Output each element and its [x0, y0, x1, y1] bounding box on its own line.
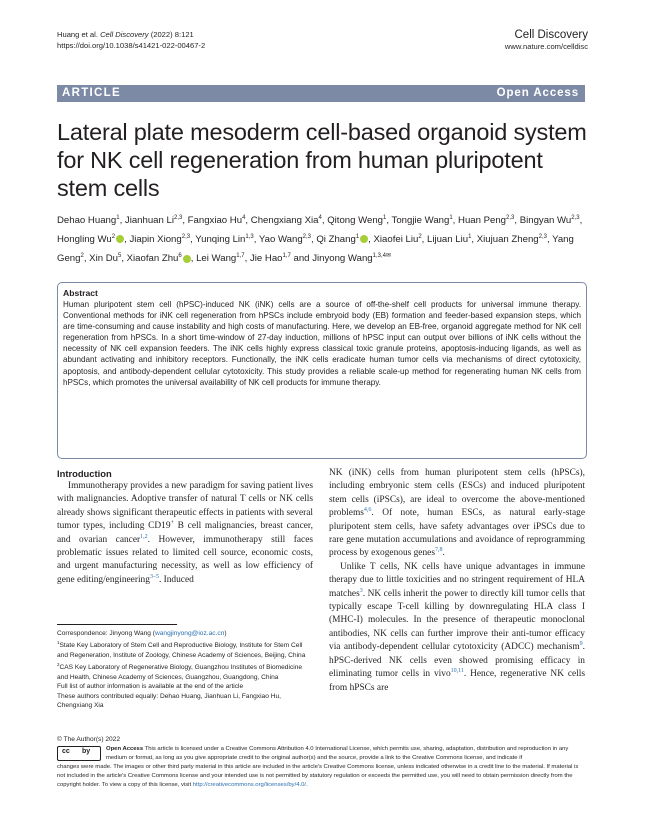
superscript-plus: +: [170, 520, 174, 527]
correspondence-end: ): [224, 630, 227, 637]
author-affiliation: 1,7: [282, 253, 291, 260]
abstract-text: Human pluripotent stem cell (hPSC)-induced NK (iNK) cells are a source of off-the-shelf cell products for universal immune therapy. Conventional methods for iNK cell regeneration from hPSCs include embryoid body (EB) formation and feeder-based expansion steps, which are time-consuming and cause instability and high costs of manufacturing. Here, we develop an EB-free, organoid aggregate method for NK cell regeneration from hPSCs. In a short time-window of 27-day induction, millions of hPSC input can output over billions of iNK cells without the necessity of NK cell expansion feeders. The iNK cells highly express classical toxic granule proteins, apoptosis-inducing ligands, as well as abundant activating and inhibitory receptors. Functionally, the iNK cells eradicate human tumor cells via mechanisms of direct cytotoxicity, apoptosis, and antibody-dependent cellular cytotoxicity. This study provides a reliable scale-up method for regenerating human NK cells from hPSCs, which promotes the universal availability of NK cell products for immune therapy.: [63, 300, 581, 387]
license-text: This article is licensed under a Creative Commons Attribution 4.0 International License, which permits use, sharing, adaptation, distribution and reproduction in any medium or format, as long as you give appropriate credit to the original author(s) and the source, provide a link to the Creative Commons license, and indicate if: [106, 746, 569, 762]
affiliation-number: 1: [57, 640, 60, 646]
full-list-note: Full list of author information is available at the end of the article: [57, 683, 244, 691]
author-affiliation: 2,3: [571, 215, 580, 221]
citation-line: [57, 29, 205, 40]
open-access-statement-continued: [57, 763, 587, 791]
article-type-label: ARTICLE: [62, 87, 121, 99]
author-name[interactable]: Huan Peng: [458, 215, 507, 227]
reference-link[interactable]: 1,2: [140, 533, 148, 540]
by-icon: by: [82, 748, 91, 755]
license-end: .: [306, 782, 308, 789]
author-affiliation: 4: [242, 215, 246, 221]
affiliation-number: 2: [57, 662, 60, 668]
author-affiliation: 1,7: [236, 253, 245, 260]
abstract-heading: Abstract: [63, 288, 98, 298]
cc-by-badge[interactable]: [57, 746, 101, 761]
author-name[interactable]: Jinyong Wang: [312, 253, 373, 265]
journal-name: Cell Discovery: [514, 29, 588, 41]
citation-journal: Cell Discovery: [100, 30, 149, 39]
open-access-label: Open Access: [496, 87, 579, 99]
author-affiliation: 5: [117, 253, 122, 260]
orcid-icon[interactable]: [360, 235, 368, 243]
author-name[interactable]: Dehao Huang: [57, 215, 117, 227]
reference-link[interactable]: 7,8: [434, 547, 443, 554]
citation-header: [57, 29, 205, 51]
reference-link[interactable]: 4,6: [363, 507, 372, 514]
intro-text: NK (iNK) cells from human pluripotent stem cells (hPSCs), including embryonic stem cells (ESCs) and induced pluripotent stem cells (iPSCs), are ideal to overcome the above-mentioned problems: [329, 468, 585, 519]
author-affiliation: 2,3: [181, 234, 191, 241]
open-access-label-inline: Open Access: [106, 746, 144, 752]
intro-paragraph-2: [329, 561, 585, 695]
author-name[interactable]: Jiapin Xiong: [129, 234, 182, 246]
footnote-rule: [57, 624, 177, 625]
correspondence-label: Correspondence: Jinyong Wang (: [57, 630, 155, 637]
body-column-left: [57, 467, 313, 587]
author-name[interactable]: Bingyan Wu: [519, 215, 572, 227]
author-affiliation: 1: [383, 215, 387, 221]
citation-prefix: Huang et al.: [57, 30, 101, 39]
reference-link[interactable]: 3–5: [149, 573, 159, 580]
license-text: changes were made. The images or other third party material in this article are included in the article's Creative Commons license, unless indicated otherwise in a credit line to the material. If material is not included in the article's Creative Commons license and your intended use is not permitted by statutory regulation or exceeds the permitted use, you will need to obtain permission directly from the copyright holder. To view a copy of this license, visit: [57, 764, 579, 789]
intro-text: Immunotherapy provides a new paradigm for saving patient lives with malignancies. Adoptive transfer of natural T cells or NK cells already shows significant therapeutic effects in patients with several tumor types, including CD19: [57, 481, 313, 532]
intro-text: . Induced: [158, 574, 194, 585]
orcid-icon[interactable]: [116, 235, 124, 243]
author-name[interactable]: Hongling Wu: [57, 234, 112, 246]
author-affiliation: 2: [111, 234, 116, 241]
intro-text: . NK cells inherit the power to directly kill tumor cells that typically escape T-cell killing by downregulating HLA class I (MHC-I) molecules. In the presence of therapeutic monoclonal antibodies, NK cells can further improve their anti-tumor efficacy via antibody-dependent cellular cytotoxicity (ADCC) mechanism: [329, 588, 585, 653]
author-affiliation: 1: [355, 234, 360, 241]
author-affiliation: 1: [449, 215, 453, 221]
author-name[interactable]: Xiaofei Liu: [373, 234, 419, 246]
intro-text: .: [442, 548, 445, 559]
correspondence-note: [57, 629, 313, 638]
body-column-right: [329, 467, 585, 695]
author-name[interactable]: Chengxiang Xia: [250, 215, 319, 227]
doi-link[interactable]: https://doi.org/10.1038/s41421-022-00467-2: [57, 41, 206, 50]
author-affiliation: 1: [116, 215, 120, 221]
license-url-link[interactable]: http://creativecommons.org/licenses/by/4.0/: [192, 782, 307, 789]
author-name[interactable]: Qi Zhang: [316, 234, 356, 246]
abstract-box: [57, 282, 587, 459]
author-affiliation: 1: [468, 234, 472, 241]
author-name[interactable]: Xiaofan Zhu: [126, 253, 179, 265]
intro-text: . Hence, regenerative NK cells from hPSCs are: [329, 669, 585, 693]
author-affiliation: 2: [418, 234, 422, 241]
author-affiliation: 6: [178, 253, 182, 260]
intro-text: B cell malignancies, breast cancer, and ovarian cancer: [57, 521, 313, 545]
author-name[interactable]: Fangxiao Hu: [187, 215, 243, 227]
author-affiliation: 4: [318, 215, 322, 221]
affiliation-2: [57, 660, 313, 682]
author-affiliation: 2,3: [173, 215, 183, 221]
author-name[interactable]: Lei Wang: [196, 253, 237, 265]
author-affiliation: 2: [80, 253, 84, 260]
intro-text: . Of note, human ESCs, as natural early-stage pluripotent stem cells, have safety advantages over iPSCs due to rare gene mutation accumulations and avoidance of reprogramming process by exogenous genes: [329, 508, 585, 559]
author-affiliation: 2,3: [538, 234, 547, 241]
intro-paragraph-1: [57, 480, 313, 587]
author-name[interactable]: Tongjie Wang: [391, 215, 450, 227]
author-name[interactable]: Qitong Weng: [327, 215, 384, 227]
affiliation-text: CAS Key Laboratory of Regenerative Biology, Guangzhou Institutes of Biomedicine and Health, Chinese Academy of Sciences, Guangzhou, Guangdong, China: [57, 664, 303, 681]
author-name[interactable]: Yao Wang: [258, 234, 303, 246]
author-name[interactable]: Lijuan Liu: [427, 234, 469, 246]
reference-link[interactable]: 9: [579, 641, 583, 648]
author-name[interactable]: Jie Hao: [249, 253, 283, 265]
author-name[interactable]: Yunqing Lin: [195, 234, 246, 246]
author-name[interactable]: Xin Du: [89, 253, 118, 265]
intro-text: Unlike T cells, NK cells have unique advantages in immune therapy due to little toxicities and no stringent requirement of HLA matches: [329, 561, 585, 599]
intro-text: . hPSC-derived NK cells even showed promising efficacy in eliminating tumor cells in vivo: [329, 642, 585, 680]
author-affiliation: 1,3: [245, 234, 254, 241]
orcid-icon[interactable]: [183, 255, 191, 263]
citation-suffix: (2022) 8:121: [148, 30, 194, 39]
copyright-line: © The Author(s) 2022: [57, 736, 121, 743]
footnotes: [57, 629, 313, 711]
author-affiliation: 1,3,4✉: [372, 253, 392, 260]
author-name[interactable]: Yang Geng: [57, 234, 574, 265]
author-affiliation: 2,3: [506, 215, 515, 221]
reference-link[interactable]: 3: [359, 587, 363, 594]
intro-paragraph-1-continued: [329, 467, 585, 561]
section-heading-introduction: Introduction: [57, 468, 112, 479]
author-name[interactable]: Xiujuan Zheng: [476, 234, 539, 246]
intro-text: . However, immunotherapy still faces problematic issues related to limited cell source, economic costs, and urgent manufacturing necessity, as well as low efficiency of gene editing/engineering: [57, 534, 314, 585]
affiliation-text: State Key Laboratory of Stem Cell and Reproductive Biology, Institute for Stem Cell and Regeneration, Institute of Zoology, Chinese Academy of Sciences, Beijing, China: [57, 642, 306, 659]
author-name[interactable]: Jianhuan Li: [124, 215, 174, 227]
equal-contribution-note: These authors contributed equally: Dehao Huang, Jianhuan Li, Fangxiao Hu, Chengxiang Xia: [57, 692, 281, 710]
open-access-statement: [106, 745, 586, 763]
affiliation-1: [57, 638, 313, 660]
journal-header: [505, 29, 588, 52]
author-affiliation: 2,3: [302, 234, 311, 241]
author-list: Dehao Huang$^1$, Jianhuan Li$^{2,3}$, Fangxiao Hu$^4$, Chengxiang Xia$^4$, Qitong Weng$^1$, Tongjie Wang$^1$, Huan Peng$^{2,3}$, Bingyan Wu$^{2,3}$, Hongling Wu$^2$ , Jiapin Xiong$^{2,3}$, Yunqing Lin$^{1,3}$, Yao Wang$^{2,3}$, Qi Zhang$^1$ , Xiaofei Liu$^2$, Lijuan Liu$^1$, Xiujuan Zheng$^{2,3}$, Yang Geng$^2$, Xin Du$^5$, Xiaofan Zhu$^6$ , Lei Wang$^{1,7}$, Jie Hao$^{1,7}$ and Jinyong Wang$^{1,3,4✉}$: [57, 215, 583, 265]
journal-site-link[interactable]: www.nature.com/celldisc: [504, 42, 588, 51]
cc-icon: cc: [62, 748, 70, 755]
email-link[interactable]: wangjinyong@ioz.ac.cn: [154, 630, 225, 637]
article-banner: [57, 85, 585, 102]
article-title: Lateral plate mesoderm cell-based organoid system for NK cell regeneration from human pluripotent stem cells: [57, 119, 587, 201]
reference-link[interactable]: 10,11: [450, 667, 464, 674]
